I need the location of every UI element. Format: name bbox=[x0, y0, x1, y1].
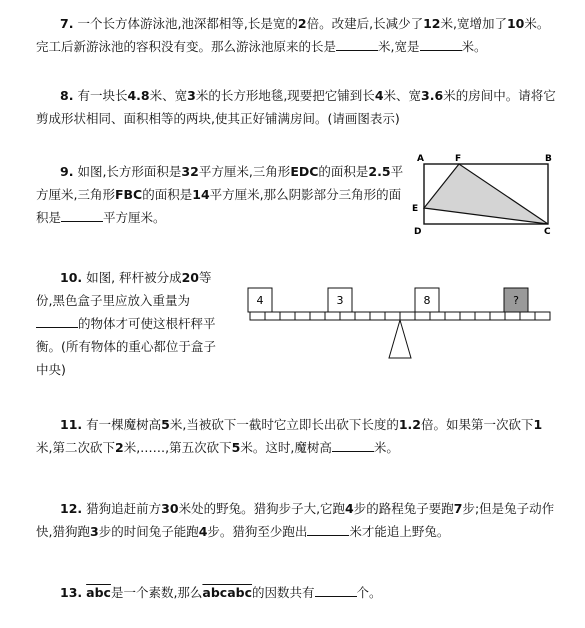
figure-10-balance-scale bbox=[246, 282, 556, 362]
q11-text-7: 米。 bbox=[373, 440, 399, 455]
scale-segment bbox=[280, 312, 295, 320]
scale-segment bbox=[355, 312, 370, 320]
q12-value: 4 bbox=[345, 501, 354, 516]
q11-value: 1.2 bbox=[398, 417, 421, 432]
scale-segment bbox=[265, 312, 280, 320]
q11-value: 5 bbox=[161, 417, 170, 432]
q13-text-1: 是一个素数,那么 bbox=[110, 585, 203, 600]
q8-value: 4 bbox=[374, 88, 384, 103]
q11-text-5: 米,……,第五次砍下 bbox=[123, 440, 232, 455]
q9-value: EDC bbox=[290, 164, 319, 179]
scale-segment bbox=[295, 312, 310, 320]
q11-text-3: 倍。如果第一次砍下 bbox=[421, 417, 534, 432]
q11-value: 5 bbox=[231, 440, 241, 455]
q8-value: 3 bbox=[187, 88, 196, 103]
question-number: 8. bbox=[60, 88, 74, 103]
scale-segment bbox=[430, 312, 445, 320]
overlined-number-abcabc: abcabc bbox=[202, 585, 253, 600]
q8-value: 4.8 bbox=[127, 88, 150, 103]
black-box-unknown bbox=[504, 288, 528, 312]
scale-segment bbox=[460, 312, 475, 320]
q9-text-1: 如图,长方形面积是 bbox=[77, 164, 182, 179]
label-c: C bbox=[544, 227, 551, 237]
q12-text-4: 步;但是兔子动作快,猎狗跑 bbox=[36, 501, 555, 539]
q9-text-2: 平方厘米,三角形 bbox=[198, 164, 291, 179]
q9-text-4: 平方厘米,三角形 bbox=[36, 164, 404, 202]
question-number: 13. bbox=[60, 585, 83, 600]
q11-text-2: 米,当被砍下一截时它立即长出砍下长度的 bbox=[169, 417, 399, 432]
q7-text-5: 米,宽是 bbox=[378, 39, 420, 54]
q12-value: 7 bbox=[453, 501, 463, 516]
q7-value: 10 bbox=[506, 16, 525, 31]
q11-text-4: 米,第二次砍下 bbox=[36, 440, 115, 455]
figure-9-rectangle-diagram bbox=[410, 152, 560, 242]
answer-blank[interactable] bbox=[307, 523, 349, 536]
q9-value: FBC bbox=[114, 187, 143, 202]
q7-text-6: 米。 bbox=[461, 39, 487, 54]
scale-segment bbox=[520, 312, 535, 320]
q11-value: 2 bbox=[114, 440, 124, 455]
question-12 bbox=[36, 497, 556, 543]
question-number: 10. bbox=[60, 270, 83, 285]
box-label: ? bbox=[513, 294, 519, 307]
q7-text-2: 倍。改建后,长减少了 bbox=[306, 16, 424, 31]
question-9 bbox=[36, 160, 404, 229]
label-e: E bbox=[412, 204, 419, 214]
q7-text-3: 米,宽增加了 bbox=[440, 16, 507, 31]
weight-box bbox=[328, 288, 352, 312]
scale-segment bbox=[310, 312, 325, 320]
scale-segment bbox=[505, 312, 520, 320]
q12-text-5: 步的时间兔子能跑 bbox=[98, 524, 199, 539]
q8-value: 3.6 bbox=[421, 88, 444, 103]
q12-text-1: 猎狗追赶前方 bbox=[86, 501, 162, 516]
q8-text-5: 米的房间中。请将它剪成形状相同、面积相等的两块,使其正好铺满房间。(请画图表示) bbox=[36, 88, 556, 126]
scale-segment bbox=[400, 312, 415, 320]
overlined-number-abc: $\overline{abc}$ bbox=[86, 585, 111, 600]
q12-text-3: 步的路程兔子要跑 bbox=[353, 501, 454, 516]
question-11 bbox=[36, 413, 556, 459]
scale-segment bbox=[385, 312, 400, 320]
q12-value: 3 bbox=[89, 524, 99, 539]
question-7 bbox=[36, 12, 556, 58]
q9-text-7: 平方厘米。 bbox=[103, 210, 166, 225]
q9-text-5: 的面积是 bbox=[142, 187, 193, 202]
q12-text-6: 步。猎狗至少跑出 bbox=[207, 524, 308, 539]
q13-text-3: 个。 bbox=[356, 585, 382, 600]
box-label: 3 bbox=[336, 294, 344, 307]
scale-segment bbox=[535, 312, 550, 320]
scale-segment bbox=[250, 312, 265, 320]
q12-text-2: 米处的野兔。猎狗步子大,它跑 bbox=[178, 501, 346, 516]
q8-text-2: 米、宽 bbox=[149, 88, 188, 103]
q7-value: 12 bbox=[423, 16, 441, 31]
q12-value: 4 bbox=[198, 524, 208, 539]
scale-segment bbox=[370, 312, 385, 320]
q10-text-1: 如图, 秤杆被分成 bbox=[86, 270, 182, 285]
q9-value: 2.5 bbox=[368, 164, 391, 179]
q10-text-3: 的物体才可使这根杆秤平衡。(所有物体的重心都位于盒子中央) bbox=[36, 316, 216, 377]
scale-segment bbox=[340, 312, 355, 320]
answer-blank[interactable] bbox=[61, 209, 103, 222]
q9-text-3: 的面积是 bbox=[318, 164, 369, 179]
question-13 bbox=[36, 581, 556, 604]
q10-value: 20 bbox=[181, 270, 199, 285]
q8-text-4: 米、宽 bbox=[383, 88, 422, 103]
box-label: 8 bbox=[423, 294, 431, 307]
scale-segment bbox=[415, 312, 430, 320]
scale-segment bbox=[325, 312, 340, 320]
box-label: 4 bbox=[256, 294, 264, 307]
q7-text-4: 米。完工后新游泳池的容积没有变。那么游泳池原来的长是 bbox=[36, 16, 550, 54]
scale-segment bbox=[475, 312, 490, 320]
question-number: 9. bbox=[60, 164, 74, 179]
answer-blank[interactable] bbox=[332, 439, 374, 452]
shaded-triangle-efc bbox=[424, 164, 548, 224]
question-number: 12. bbox=[60, 501, 83, 516]
q7-value: 2 bbox=[297, 16, 307, 31]
q9-value: 32 bbox=[181, 164, 199, 179]
answer-blank[interactable] bbox=[420, 38, 462, 51]
fulcrum-triangle bbox=[389, 320, 411, 358]
question-10 bbox=[36, 266, 226, 381]
weight-box bbox=[415, 288, 439, 312]
q11-text-6: 米。这时,魔树高 bbox=[240, 440, 332, 455]
answer-blank[interactable] bbox=[36, 315, 78, 328]
q12-value: 30 bbox=[161, 501, 179, 516]
scale-segment bbox=[490, 312, 505, 320]
weight-box bbox=[248, 288, 272, 312]
q13-text-2: 的因数共有 bbox=[252, 585, 315, 600]
q9-text-6: 平方厘米,那么阴影部分三角形的面积是 bbox=[36, 187, 402, 225]
q10-text-2: 等份,黑色盒子里应放入重量为 bbox=[36, 270, 212, 308]
answer-blank[interactable] bbox=[315, 584, 357, 597]
label-a: A bbox=[417, 154, 424, 164]
label-d: D bbox=[414, 227, 422, 237]
q11-text-1: 有一棵魔树高 bbox=[86, 417, 162, 432]
q7-text-1: 一个长方体游泳池,池深都相等,长是宽的 bbox=[77, 16, 298, 31]
label-b: B bbox=[545, 154, 552, 164]
question-8 bbox=[36, 84, 556, 130]
q8-text-3: 米的长方形地毯,现要把它铺到长 bbox=[195, 88, 375, 103]
q9-value: 14 bbox=[192, 187, 210, 202]
scale-segment bbox=[445, 312, 460, 320]
question-number: 11. bbox=[60, 417, 83, 432]
answer-blank[interactable] bbox=[336, 38, 378, 51]
q8-text-1: 有一块长 bbox=[77, 88, 128, 103]
q11-value: 1 bbox=[533, 417, 543, 432]
q12-text-7: 米才能追上野兔。 bbox=[349, 524, 450, 539]
label-f: F bbox=[455, 154, 462, 164]
question-number: 7. bbox=[60, 16, 74, 31]
